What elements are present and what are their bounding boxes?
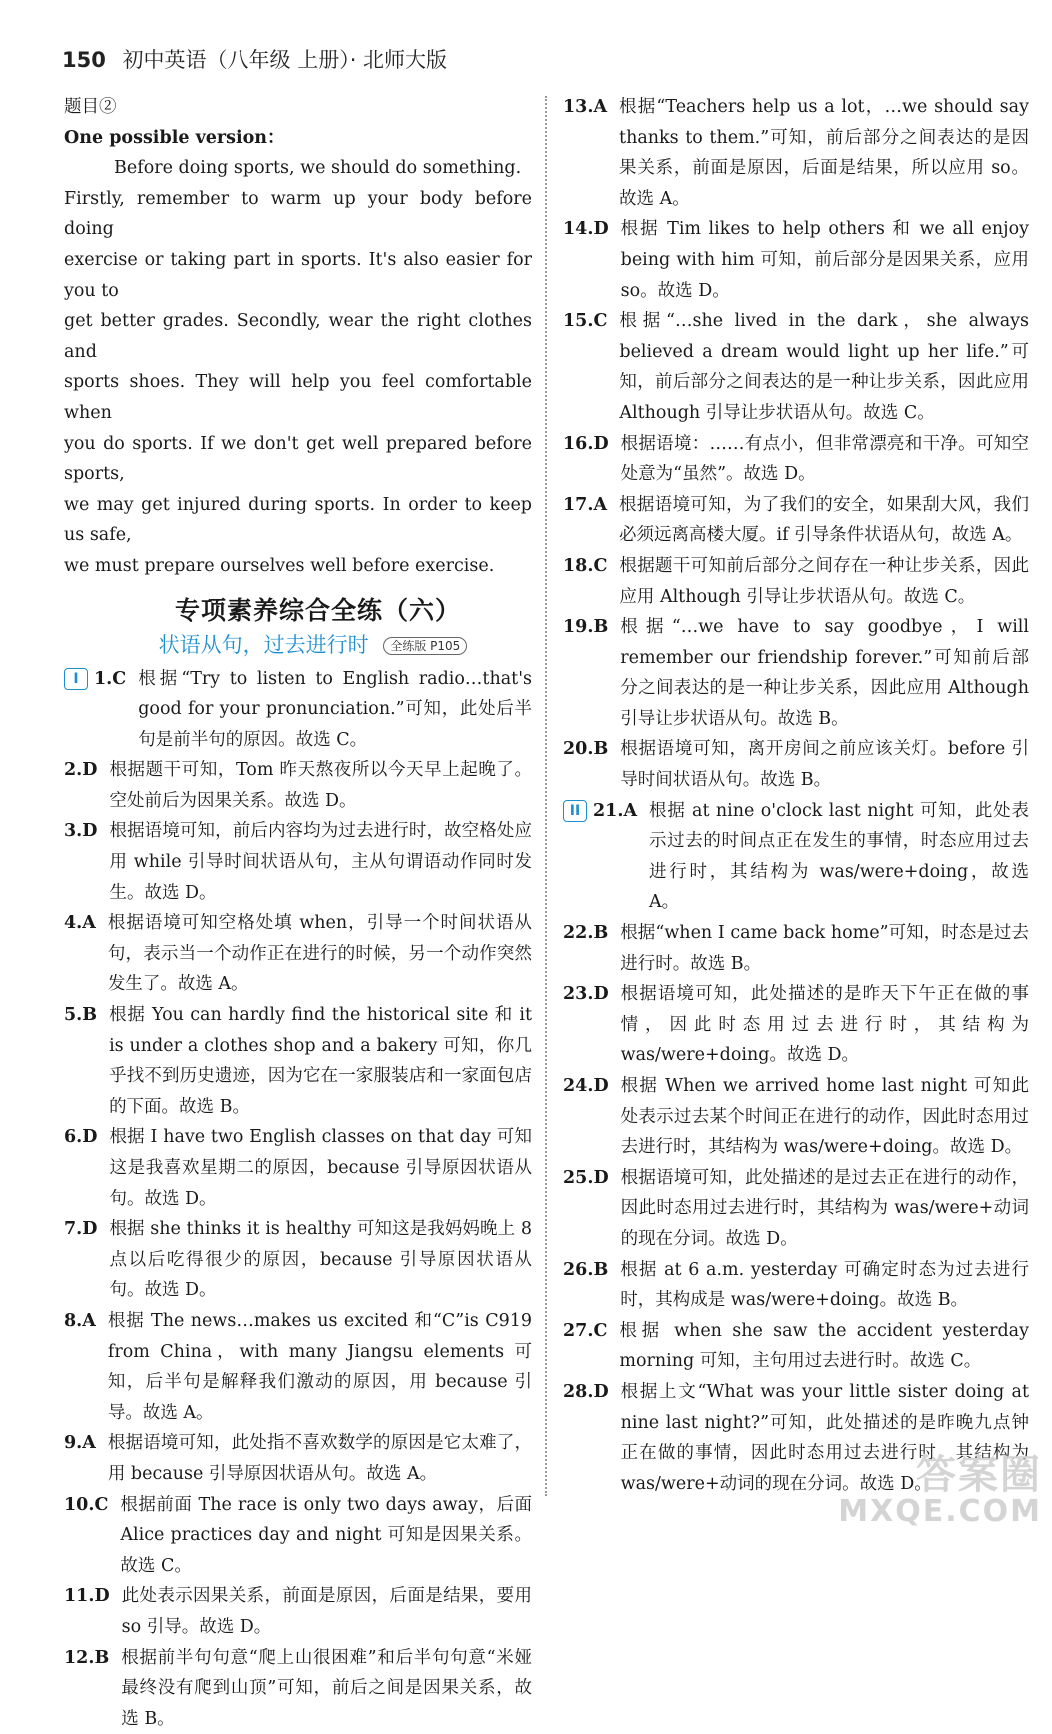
answer-number-text: 27.C <box>563 1321 607 1341</box>
answer-number-text: 5.B <box>64 1005 97 1025</box>
answer-explanation: 根据前半句句意“爬上山很困难”和后半句句意“米娅最终没有爬到山顶”可知，前后之间是因果关系，故选 B。 <box>121 1643 532 1734</box>
answer-number <box>64 1214 97 1306</box>
answer-explanation: 根据语境可知，为了我们的安全，如果刮大风，我们必须远离高楼大厦。if 引导条件状语从句，故选 A。 <box>619 490 1029 551</box>
answer-number-text: 24.D <box>563 1076 609 1096</box>
answer-number-text: 28.D <box>563 1382 609 1402</box>
answer-number-text: 23.D <box>563 984 609 1004</box>
answer-number-text: 6.D <box>64 1127 97 1147</box>
answer-item <box>563 551 1029 612</box>
answer-number-text: 14.D <box>563 219 609 239</box>
answer-item <box>64 1581 532 1642</box>
answer-number <box>64 1306 96 1428</box>
answer-item <box>64 1428 532 1489</box>
answer-item <box>64 1490 532 1582</box>
answer-explanation: 根据语境可知，此处描述的是过去正在进行的动作，因此时态用过去进行时，其结构为 was/were+动词的现在分词。故选 D。 <box>621 1163 1029 1255</box>
part-badge: II <box>563 800 587 822</box>
answer-item <box>64 908 532 1000</box>
answer-explanation: 根据 I have two English classes on that day 可知这是我喜欢星期二的原因，because 引导原因状语从句。故选 D。 <box>109 1122 532 1214</box>
answer-number <box>563 429 609 490</box>
answer-explanation: 根据“…she lived in the dark，she always believed a dream would light up her life.”可知，前后部分之间表达的是一种让步关系，因此应用 Although 引导让步状语从句。故选 C。 <box>619 306 1029 428</box>
sample-essay <box>64 153 532 581</box>
answer-explanation: 根据语境可知，离开房间之前应该关灯。before 引导时间状语从句。故选 B。 <box>620 734 1029 795</box>
essay-line: you do sports. If we don't get well prepared before sports, <box>64 429 532 490</box>
answer-number <box>64 755 97 816</box>
answer-explanation: 根据题干可知前后部分之间存在一种让步关系，因此应用 Although 引导让步状语从句。故选 C。 <box>619 551 1029 612</box>
answer-explanation: 根据语境可知，此处指不喜欢数学的原因是它太难了，用 because 引导原因状语从句。故选 A。 <box>108 1428 532 1489</box>
answer-number-text: 2.D <box>64 760 97 780</box>
answer-number <box>563 979 609 1071</box>
answer-explanation: 根据“…we have to say goodbye，I will remember our friendship forever.”可知前后部分之间表达的是一种让步关系，因此应用 Although 引导让步状语从句。故选 B。 <box>620 612 1029 734</box>
answer-number-text: 10.C <box>64 1495 108 1515</box>
answer-number <box>563 796 637 918</box>
answer-number <box>64 1643 109 1734</box>
answer-explanation: 根据“Try to listen to English radio…that's good for your pronunciation.”可知，此处后半句是前半句的原因。故选 C。 <box>138 664 532 756</box>
essay-line: get better grades. Secondly, wear the right clothes and <box>64 306 532 367</box>
answer-number-text: 21.A <box>593 801 637 821</box>
answer-explanation: 根据上文“What was your little sister doing at nine last night?”可知，此处描述的是昨晚九点钟正在做的事情，因此时态用过去进行时，其结构为 was/were+动词的现在分词。故选 D。 <box>621 1377 1029 1499</box>
answer-number-text: 22.B <box>563 923 608 943</box>
answer-explanation: 根据 she thinks it is healthy 可知这是我妈妈晚上 8 点以后吃得很少的原因，because 引导原因状语从句。故选 D。 <box>109 1214 532 1306</box>
answer-item <box>563 214 1029 306</box>
answer-number-text: 12.B <box>64 1648 109 1668</box>
answer-item <box>563 734 1029 795</box>
answer-explanation: 根据 Tim likes to help others 和 we all enjoy being with him 可知，前后部分是因果关系，应用 so。故选 D。 <box>621 214 1029 306</box>
answer-explanation: 根据“Teachers help us a lot，…we should say thanks to them.”可知，前后部分之间表达的是因果关系，前面是原因，后面是结果，所以应用 so。故选 A。 <box>619 92 1029 214</box>
answer-explanation: 根据 when she saw the accident yesterday morning 可知，主句用过去进行时。故选 C。 <box>619 1316 1029 1377</box>
answer-item <box>64 664 532 756</box>
answer-explanation: 根据 at 6 a.m. yesterday 可确定时态为过去进行时，其构成是 was/were+doing。故选 B。 <box>620 1255 1029 1316</box>
answer-item <box>563 92 1029 214</box>
page-number: 150 <box>62 48 106 72</box>
page-reference-badge: 全练版 P105 <box>383 637 467 655</box>
answer-number <box>563 1316 607 1377</box>
left-answer-list <box>64 664 532 1734</box>
answer-number-text: 26.B <box>563 1260 608 1280</box>
essay-line: we may get injured during sports. In order to keep us safe, <box>64 490 532 551</box>
answer-explanation: 根据“when I came back home”可知，时态是过去进行时。故选 B。 <box>620 918 1029 979</box>
answer-explanation: 根据语境可知，此处描述的是昨天下午正在做的事情，因此时态用过去进行时，其结构为 was/were+doing。故选 D。 <box>621 979 1029 1071</box>
version-label: One possible version： <box>64 123 532 154</box>
answer-number <box>563 1071 609 1163</box>
answer-explanation: 根据语境可知空格处填 when，引导一个时间状语从句，表示当一个动作正在进行的时候，另一个动作突然发生了。故选 A。 <box>108 908 532 1000</box>
answer-item <box>563 306 1029 428</box>
answer-number <box>64 908 96 1000</box>
answer-number <box>64 1122 97 1214</box>
answer-explanation: 根据 You can hardly find the historical site 和 it is under a clothes shop and a bakery 可知，你几乎找不到历史遗迹，因为它在一家服装店和一家面包店的下面。故选 B。 <box>109 1000 532 1122</box>
right-column <box>563 92 1029 1499</box>
answer-number <box>64 1000 97 1122</box>
answer-number <box>563 551 607 612</box>
answer-item <box>563 1255 1029 1316</box>
answer-item <box>563 979 1029 1071</box>
answer-item <box>64 1643 532 1734</box>
answer-item <box>563 1316 1029 1377</box>
answer-number <box>64 1428 96 1489</box>
answer-item <box>64 755 532 816</box>
answer-number-text: 13.A <box>563 97 607 117</box>
answer-item <box>64 816 532 908</box>
answer-number-text: 20.B <box>563 739 608 759</box>
watermark-text: 答案圈 <box>838 1454 1042 1496</box>
answer-item <box>563 429 1029 490</box>
column-divider <box>545 96 547 1496</box>
answer-number <box>563 612 608 734</box>
watermark-logo <box>838 1454 1042 1528</box>
answer-number-text: 1.C <box>94 669 126 689</box>
answer-number-text: 8.A <box>64 1311 96 1331</box>
right-answer-list <box>563 92 1029 1499</box>
answer-item <box>563 918 1029 979</box>
book-title: 初中英语（八年级 上册）· 北师大版 <box>123 48 448 72</box>
answer-number <box>563 1255 608 1316</box>
answer-explanation: 根据前面 The race is only two days away，后面 Alice practices day and night 可知是因果关系。故选 C。 <box>120 1490 532 1582</box>
answer-number-text: 19.B <box>563 617 608 637</box>
essay-line: exercise or taking part in sports. It's also easier for you to <box>64 245 532 306</box>
answer-item <box>563 796 1029 918</box>
answer-number <box>563 1377 609 1499</box>
answer-number-text: 16.D <box>563 434 609 454</box>
answer-number <box>563 92 607 214</box>
answer-number <box>64 1581 110 1642</box>
answer-number <box>563 734 608 795</box>
essay-line: sports shoes. They will help you feel comfortable when <box>64 367 532 428</box>
answer-number <box>563 490 607 551</box>
section-subtitle-text: 状语从句，过去进行时 <box>159 633 369 657</box>
answer-item <box>563 612 1029 734</box>
answer-number-text: 17.A <box>563 495 607 515</box>
answer-number-text: 4.A <box>64 913 96 933</box>
answer-number <box>563 306 607 428</box>
answer-number <box>563 214 609 306</box>
answer-item <box>563 1163 1029 1255</box>
answer-number-text: 15.C <box>563 311 607 331</box>
part-badge: I <box>64 668 88 690</box>
essay-line: we must prepare ourselves well before exercise. <box>64 551 532 582</box>
answer-number <box>64 1490 108 1582</box>
answer-number <box>563 918 608 979</box>
topic-label: 题目② <box>64 92 532 123</box>
answer-explanation: 根据语境可知，前后内容均为过去进行时，故空格处应用 while 引导时间状语从句，主从句谓语动作同时发生。故选 D。 <box>109 816 532 908</box>
answer-item <box>563 1071 1029 1163</box>
page-header <box>62 44 447 74</box>
essay-line: Firstly, remember to warm up your body before doing <box>64 184 532 245</box>
answer-item <box>64 1000 532 1122</box>
answer-number <box>563 1163 609 1255</box>
answer-explanation: 此处表示因果关系，前面是原因，后面是结果，要用 so 引导。故选 D。 <box>122 1581 532 1642</box>
answer-number-text: 18.C <box>563 556 607 576</box>
left-column <box>64 92 532 1734</box>
watermark-url: MXQE.COM <box>838 1496 1042 1528</box>
answer-number-text: 3.D <box>64 821 97 841</box>
answer-number-text: 11.D <box>64 1586 110 1606</box>
answer-number-text: 7.D <box>64 1219 97 1239</box>
section-title: 专项素养综合全练（六） <box>104 594 532 628</box>
answer-item <box>64 1214 532 1306</box>
answer-explanation: 根据语境：……有点小，但非常漂亮和干净。可知空处意为“虽然”。故选 D。 <box>621 429 1029 490</box>
answer-explanation: 根据 at nine o'clock last night 可知，此处表示过去的时间点正在发生的事情，时态应用过去进行时，其结构为 was/were+doing，故选 A。 <box>649 796 1029 918</box>
answer-number <box>64 664 126 756</box>
answer-item <box>64 1306 532 1428</box>
essay-line: Before doing sports, we should do something. <box>64 153 532 184</box>
answer-item <box>563 490 1029 551</box>
answer-number <box>64 816 97 908</box>
answer-explanation: 根据 When we arrived home last night 可知此处表示过去某个时间正在进行的动作，因此时态用过去进行时，其结构为 was/were+doing。故选 D。 <box>621 1071 1029 1163</box>
answer-explanation: 根据题干可知，Tom 昨天熬夜所以今天早上起晚了。空处前后为因果关系。故选 D。 <box>109 755 532 816</box>
answer-number-text: 25.D <box>563 1168 609 1188</box>
section-subtitle <box>94 630 532 660</box>
answer-number-text: 9.A <box>64 1433 96 1453</box>
answer-item <box>64 1122 532 1214</box>
answer-explanation: 根据 The news…makes us excited 和“C”is C919 from China，with many Jiangsu elements 可知，后半句是解释我们激动的原因，用 because 引导。故选 A。 <box>108 1306 532 1428</box>
